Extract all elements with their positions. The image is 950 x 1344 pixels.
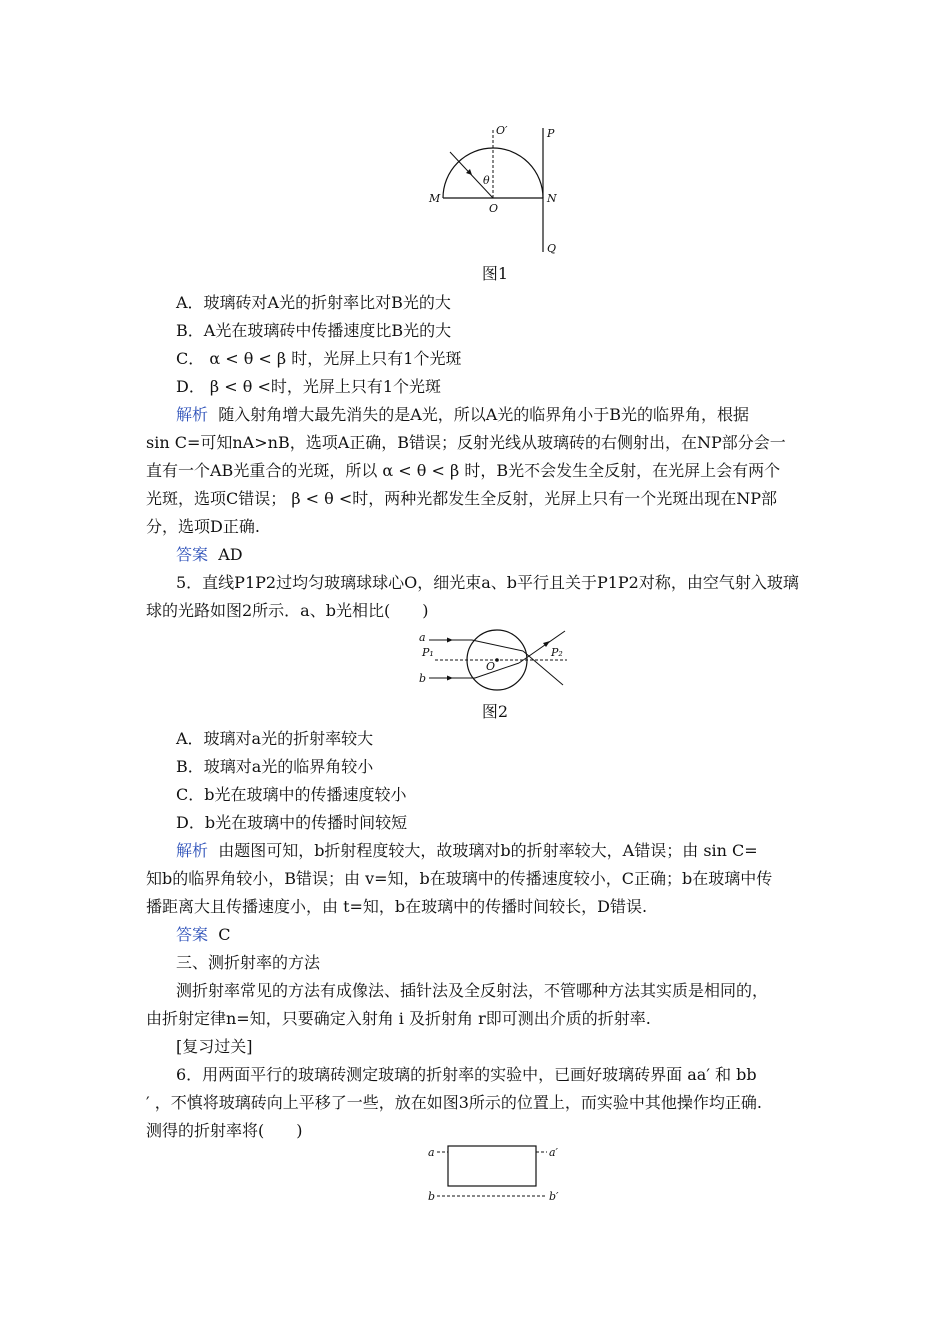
q4-analysis-tag: 解析 [176, 405, 209, 424]
q5-option-a: A．玻璃对a光的折射率较大 [176, 729, 374, 748]
q4-analysis-line-3: 直有一个AB光重合的光斑，所以 α < θ < β 时，B光不会发生全反射，在光屏上会有两个 [146, 461, 781, 480]
label-P: P [547, 127, 555, 140]
q5-analysis-line-3: 播距离大且传播速度小，由 t=知，b在玻璃中的传播时间较长，D错误. [146, 897, 648, 916]
q5-analysis-tag: 解析 [176, 841, 209, 860]
figure-1-caption: 图1 [481, 264, 509, 283]
label-a-prime: a′ [549, 1146, 559, 1159]
label-theta: θ [483, 174, 490, 187]
label-a: a [428, 1146, 435, 1159]
label-P1: P₁ [422, 646, 434, 659]
q5-stem-line-2: 球的光路如图2所示．a、b光相比( ) [146, 601, 429, 620]
q6-stem-line-2: ′ ，不慎将玻璃砖向上平移了一些，放在如图3所示的位置上，而实验中其他操作均正确. [146, 1093, 762, 1112]
q4-answer-value: AD [208, 545, 243, 564]
review-heading: [复习过关] [176, 1037, 253, 1056]
q5-answer-tag: 答案 [176, 925, 209, 944]
q4-analysis-line-2: sin C=可知nA>nB，选项A正确，B错误；反射光线从玻璃砖的右侧射出，在NP部分会一 [146, 433, 786, 452]
ray-a-inside [472, 640, 523, 651]
label-b-prime: b′ [549, 1190, 559, 1203]
q5-analysis-line-2: 知b的临界角较小，B错误；由 v=知，b在玻璃中的传播速度较小，C正确；b在玻璃中传 [146, 869, 773, 888]
figure-3-glass-block-diagram [420, 1140, 570, 1206]
label-O: O [486, 660, 496, 673]
glass-block [448, 1146, 536, 1186]
q4-answer-tag: 答案 [176, 545, 209, 564]
label-Q: Q [547, 242, 557, 255]
section-3-body-line-1: 测折射率常见的方法有成像法、插针法及全反射法，不管哪种方法其实质是相同的， [176, 981, 769, 1000]
q4-option-d: D． β < θ <时，光屏上只有1个光斑 [176, 377, 442, 396]
label-O: O [489, 202, 499, 215]
label-b: b [428, 1190, 436, 1203]
section-3-heading: 三、测折射率的方法 [176, 953, 321, 972]
q4-analysis-line-5: 分，选项D正确. [146, 517, 260, 536]
q5-analysis-text-1: 由题图可知，b折射程度较大，故玻璃对b的折射率较大，A错误；由 sin C= [208, 841, 758, 860]
q5-analysis-line-1 [176, 841, 836, 861]
label-N: N [547, 192, 557, 205]
label-O-prime: O′ [496, 124, 508, 137]
section-3-body-line-2: 由折射定律n=知，只要确定入射角 i 及折射角 r即可测出介质的折射率. [146, 1009, 651, 1028]
q4-analysis-text-1: 随入射角增大最先消失的是A光，所以A光的临界角小于B光的临界角，根据 [208, 405, 750, 424]
label-b: b [419, 672, 427, 685]
q4-analysis-line-1 [176, 405, 836, 425]
ray-a-arrow [447, 638, 453, 643]
label-a: a [419, 631, 426, 644]
ray-b-inside [475, 663, 519, 678]
q5-answer-value: C [208, 925, 231, 944]
label-P2: P₂ [551, 646, 563, 659]
ray-b-arrow [447, 676, 453, 681]
q5-option-c: C．b光在玻璃中的传播速度较小 [176, 785, 407, 804]
label-M: M [429, 192, 441, 205]
figure-1-semicircle-diagram [420, 120, 570, 260]
q6-stem-line-1: 6．用两面平行的玻璃砖测定玻璃的折射率的实验中，已画好玻璃砖界面 aa′ 和 bb [176, 1065, 757, 1084]
q4-option-c: C． α < θ < β 时，光屏上只有1个光斑 [176, 349, 462, 368]
q4-option-b: B．A光在玻璃砖中传播速度比B光的大 [176, 321, 452, 340]
q5-option-b: B．玻璃对a光的临界角较小 [176, 757, 374, 776]
q5-answer-line [176, 925, 836, 945]
center-O-dot [495, 658, 499, 662]
q4-answer-line [176, 545, 836, 565]
figure-2-caption: 图2 [481, 702, 509, 721]
q4-analysis-line-4: 光斑，选项C错误； β < θ <时，两种光都发生全反射，光屏上只有一个光斑出现在NP部 [146, 489, 778, 508]
q4-option-a: A．玻璃砖对A光的折射率比对B光的大 [176, 293, 451, 312]
q5-stem-line-1: 5．直线P1P2过均匀玻璃球球心O，细光束a、b平行且关于P1P2对称，由空气射入玻璃 [176, 573, 799, 592]
q5-option-d: D．b光在玻璃中的传播时间较短 [176, 813, 408, 832]
q6-stem-line-3: 测得的折射率将( ) [146, 1121, 303, 1140]
figure-2-glass-sphere-diagram [415, 625, 575, 693]
